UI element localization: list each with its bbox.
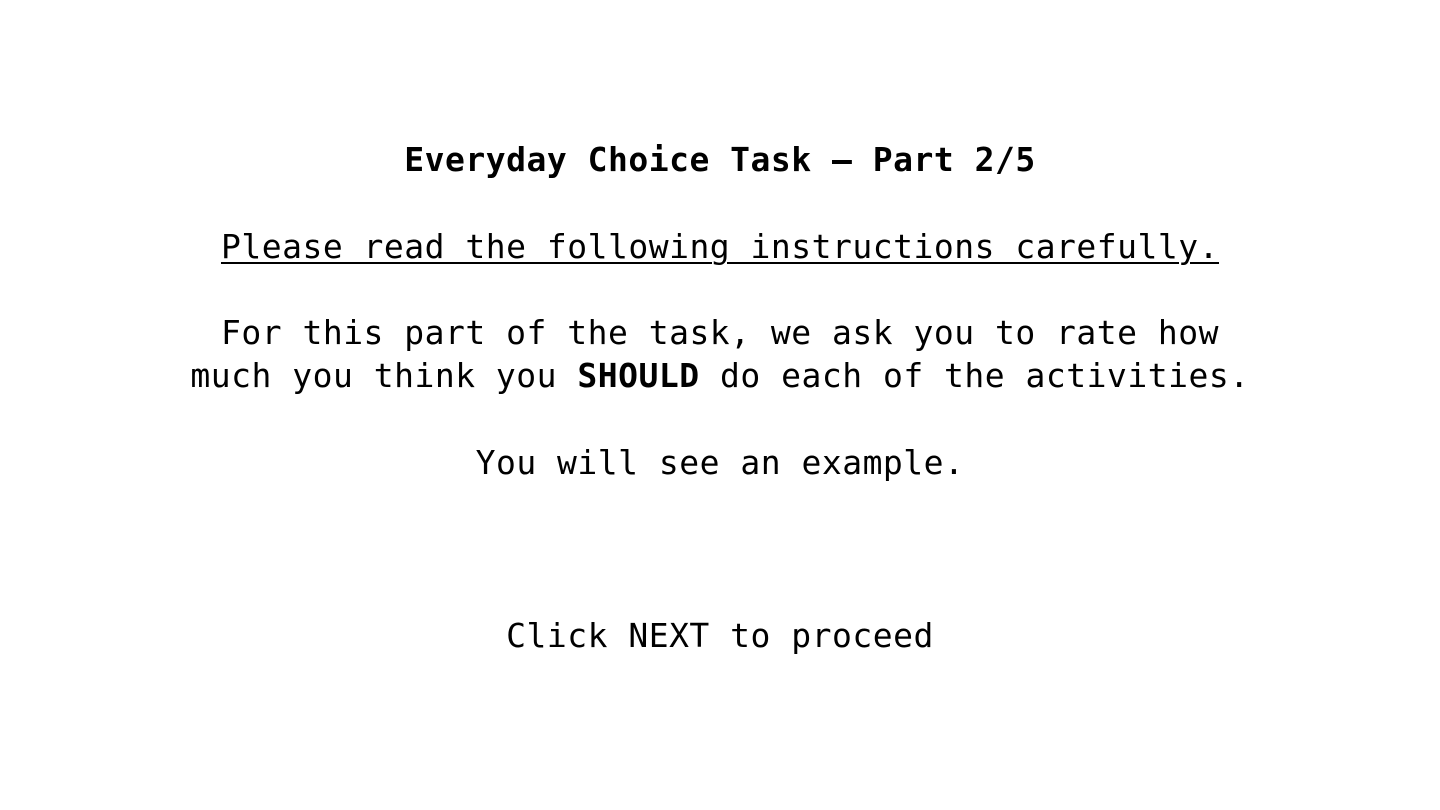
instruction-heading: [0, 225, 1440, 269]
instruction-heading-text: Please read the following instructions carefully.: [220, 227, 1220, 266]
instruction-body-line-1: For this part of the task, we ask you to rate how: [220, 313, 1220, 352]
instruction-body-line-2-start: much you think you: [190, 356, 578, 395]
instruction-body: [0, 311, 1440, 397]
instruction-body-line-2-end: do each of the activities.: [699, 356, 1250, 395]
instruction-body-line-2: [0, 354, 1440, 397]
should-emphasis: SHOULD: [577, 356, 700, 395]
page-title: Everyday Choice Task – Part 2/5: [404, 140, 1036, 179]
proceed-prompt: Click NEXT to proceed: [506, 616, 934, 655]
example-notice: You will see an example.: [475, 443, 965, 482]
